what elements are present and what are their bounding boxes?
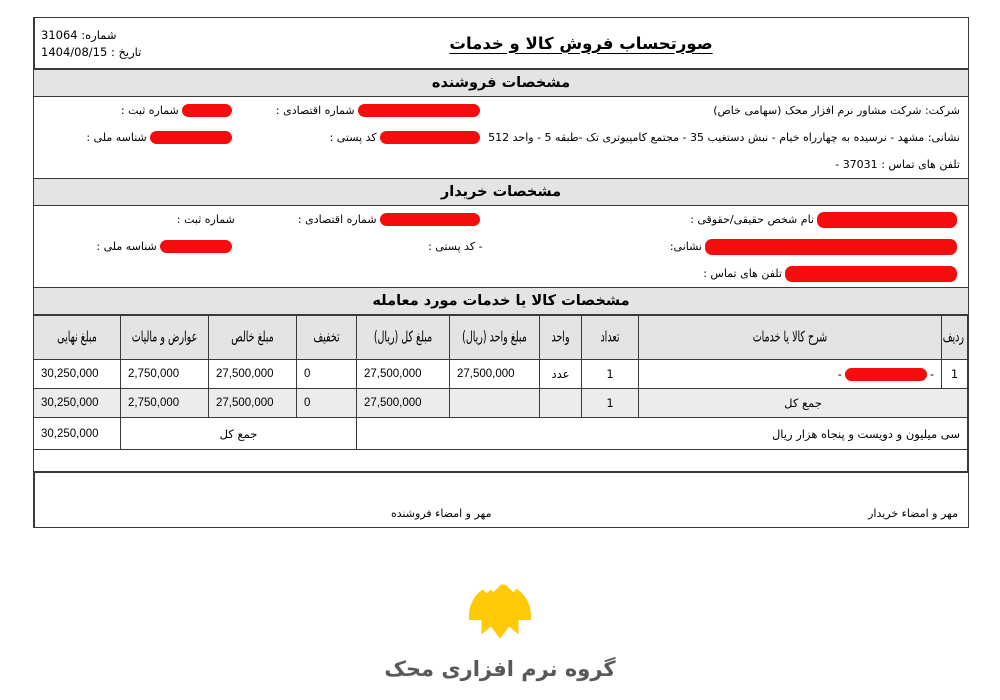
seller-phones-label: تلفن های تماس :	[881, 158, 960, 171]
totals-label: جمع کل	[639, 389, 968, 418]
seller-economic-code-redaction	[358, 104, 480, 117]
seller-economic-code-label: شماره اقتصادی :	[275, 104, 355, 117]
totals-total-price: 27,500,000	[357, 389, 450, 418]
cell-description-redaction	[845, 368, 927, 381]
document-header	[34, 18, 968, 69]
cell-unit-price: 27,500,000	[450, 360, 540, 389]
buyer-row-2	[34, 233, 968, 260]
seller-register-no	[42, 104, 235, 117]
invoice-date-value: 1404/08/15	[41, 44, 108, 59]
seller-postal-code-label: کد پستی :	[329, 131, 377, 144]
seller-register-no-redaction	[182, 104, 232, 117]
seller-signature-label: مهر و امضاء فروشنده	[390, 507, 492, 520]
buyer-address-redaction	[705, 239, 957, 255]
buyer-name	[483, 212, 960, 228]
buyer-postal-code-label: کد پستی :	[428, 240, 476, 253]
totals-net-amount: 27,500,000	[209, 389, 297, 418]
cell-discount: 0	[297, 360, 357, 389]
items-table	[33, 315, 968, 472]
invoice-number-value: 31064	[41, 28, 78, 43]
cell-description-prefix: -	[929, 367, 934, 381]
col-header-total-price: مبلغ کل (ریال)	[357, 316, 450, 360]
seller-phones-value: 37031 -	[835, 158, 878, 171]
buyer-signature-cell	[502, 473, 969, 527]
col-header-quantity: تعداد	[582, 316, 639, 360]
invoice-document	[33, 17, 969, 528]
buyer-phones-redaction	[785, 266, 957, 282]
totals-final-amount: 30,250,000	[34, 389, 121, 418]
items-section-title: مشخصات کالا یا خدمات مورد معامله	[372, 293, 630, 309]
seller-register-no-label: شماره ثبت :	[120, 104, 179, 117]
cell-unit: عدد	[540, 360, 582, 389]
col-header-final-amount: مبلغ نهایی	[34, 316, 121, 360]
spacer-cell	[34, 450, 968, 472]
seller-signature-cell	[34, 473, 502, 527]
seller-company-value: شرکت مشاور نرم افزار محک (سهامی خاص)	[713, 104, 922, 117]
buyer-row-3	[34, 260, 968, 287]
cell-final-amount: 30,250,000	[34, 360, 121, 389]
buyer-economic-code-label: شماره اقتصادی :	[297, 213, 377, 226]
invoice-number-label: شماره:	[81, 28, 117, 43]
cell-tax: 2,750,000	[121, 360, 209, 389]
title-container	[194, 18, 968, 68]
invoice-date-line	[41, 46, 186, 59]
invoice-date-label: تاریخ :	[110, 44, 142, 59]
seller-info	[34, 97, 968, 178]
buyer-phones	[42, 266, 960, 282]
spacer-row	[34, 450, 968, 472]
seller-postal-code-redaction	[380, 131, 480, 144]
buyer-national-id	[42, 240, 235, 253]
document-meta	[34, 18, 194, 68]
mahak-logo-icon	[467, 583, 533, 649]
totals-row	[34, 389, 968, 418]
buyer-register-no	[42, 213, 235, 226]
seller-company	[483, 104, 960, 117]
buyer-section-header	[34, 178, 968, 206]
totals-quantity: 1	[582, 389, 639, 418]
table-row	[34, 360, 968, 389]
items-section-header	[34, 287, 968, 315]
totals-unit-price	[450, 389, 540, 418]
buyer-national-id-redaction	[160, 240, 232, 253]
seller-phones	[42, 158, 960, 171]
col-header-unit: واحد	[540, 316, 582, 360]
seller-row-1	[34, 97, 968, 124]
seller-address-label: نشانی:	[927, 131, 960, 144]
grand-total-label: جمع کل	[121, 418, 357, 450]
buyer-row-1	[34, 206, 968, 233]
seller-national-id-redaction	[150, 131, 232, 144]
invoice-number-line	[41, 29, 186, 42]
seller-national-id	[42, 131, 235, 144]
totals-tax: 2,750,000	[121, 389, 209, 418]
seller-section-title: مشخصات فروشنده	[431, 75, 571, 91]
signature-row	[34, 472, 968, 527]
buyer-phones-label: تلفن های تماس :	[703, 266, 782, 280]
seller-row-3	[34, 151, 968, 178]
cell-description-suffix: -	[837, 367, 842, 381]
buyer-postal-code-value: -	[478, 240, 483, 253]
col-header-tax: عوارض و مالیات	[121, 316, 209, 360]
seller-address	[483, 131, 960, 144]
buyer-info	[34, 206, 968, 287]
buyer-signature-label: مهر و امضاء خریدار	[868, 507, 958, 520]
totals-discount: 0	[297, 389, 357, 418]
seller-address-value: مشهد - نرسیده به چهارراه خیام - نبش دستغیب 35 - مجتمع کامپیوتری تک -طبقه 5 - واحد 512	[488, 131, 925, 144]
grand-total-value: 30,250,000	[34, 418, 121, 450]
cell-net-amount: 27,500,000	[209, 360, 297, 389]
items-table-header-row	[34, 316, 968, 360]
cell-total-price: 27,500,000	[357, 360, 450, 389]
buyer-economic-code-redaction	[380, 213, 480, 226]
seller-row-2	[34, 124, 968, 151]
buyer-postal-code	[235, 240, 483, 253]
buyer-section-title: مشخصات خریدار	[440, 184, 562, 200]
page-title: صورتحساب فروش کالا و خدمات	[449, 33, 713, 53]
col-header-discount: تخفیف	[297, 316, 357, 360]
buyer-address-label: نشانی:	[669, 240, 702, 253]
buyer-address	[483, 239, 960, 255]
col-header-unit-price: مبلغ واحد (ریال)	[450, 316, 540, 360]
col-header-description: شرح کالا یا خدمات	[639, 316, 942, 360]
totals-unit	[540, 389, 582, 418]
seller-economic-code	[235, 104, 483, 117]
footer-branding	[0, 583, 1000, 681]
buyer-register-no-label: شماره ثبت :	[176, 213, 235, 226]
buyer-economic-code	[235, 213, 483, 226]
cell-description	[639, 360, 942, 389]
brand-name: گروه نرم افزاری محک	[384, 657, 616, 681]
cell-quantity: 1	[582, 360, 639, 389]
amount-in-words: سی میلیون و دویست و پنجاه هزار ریال	[357, 418, 968, 450]
col-header-net-amount: مبلغ خالص	[209, 316, 297, 360]
amount-in-words-row	[34, 418, 968, 450]
col-header-index: ردیف	[942, 316, 968, 360]
cell-index: 1	[942, 360, 968, 389]
buyer-national-id-label: شناسه ملی :	[96, 240, 157, 253]
seller-national-id-label: شناسه ملی :	[86, 131, 147, 144]
seller-company-label: شرکت:	[924, 104, 960, 117]
buyer-name-redaction	[817, 212, 957, 228]
seller-postal-code	[235, 131, 483, 144]
seller-section-header	[34, 69, 968, 97]
buyer-name-label: نام شخص حقیقی/حقوقی :	[690, 213, 814, 226]
